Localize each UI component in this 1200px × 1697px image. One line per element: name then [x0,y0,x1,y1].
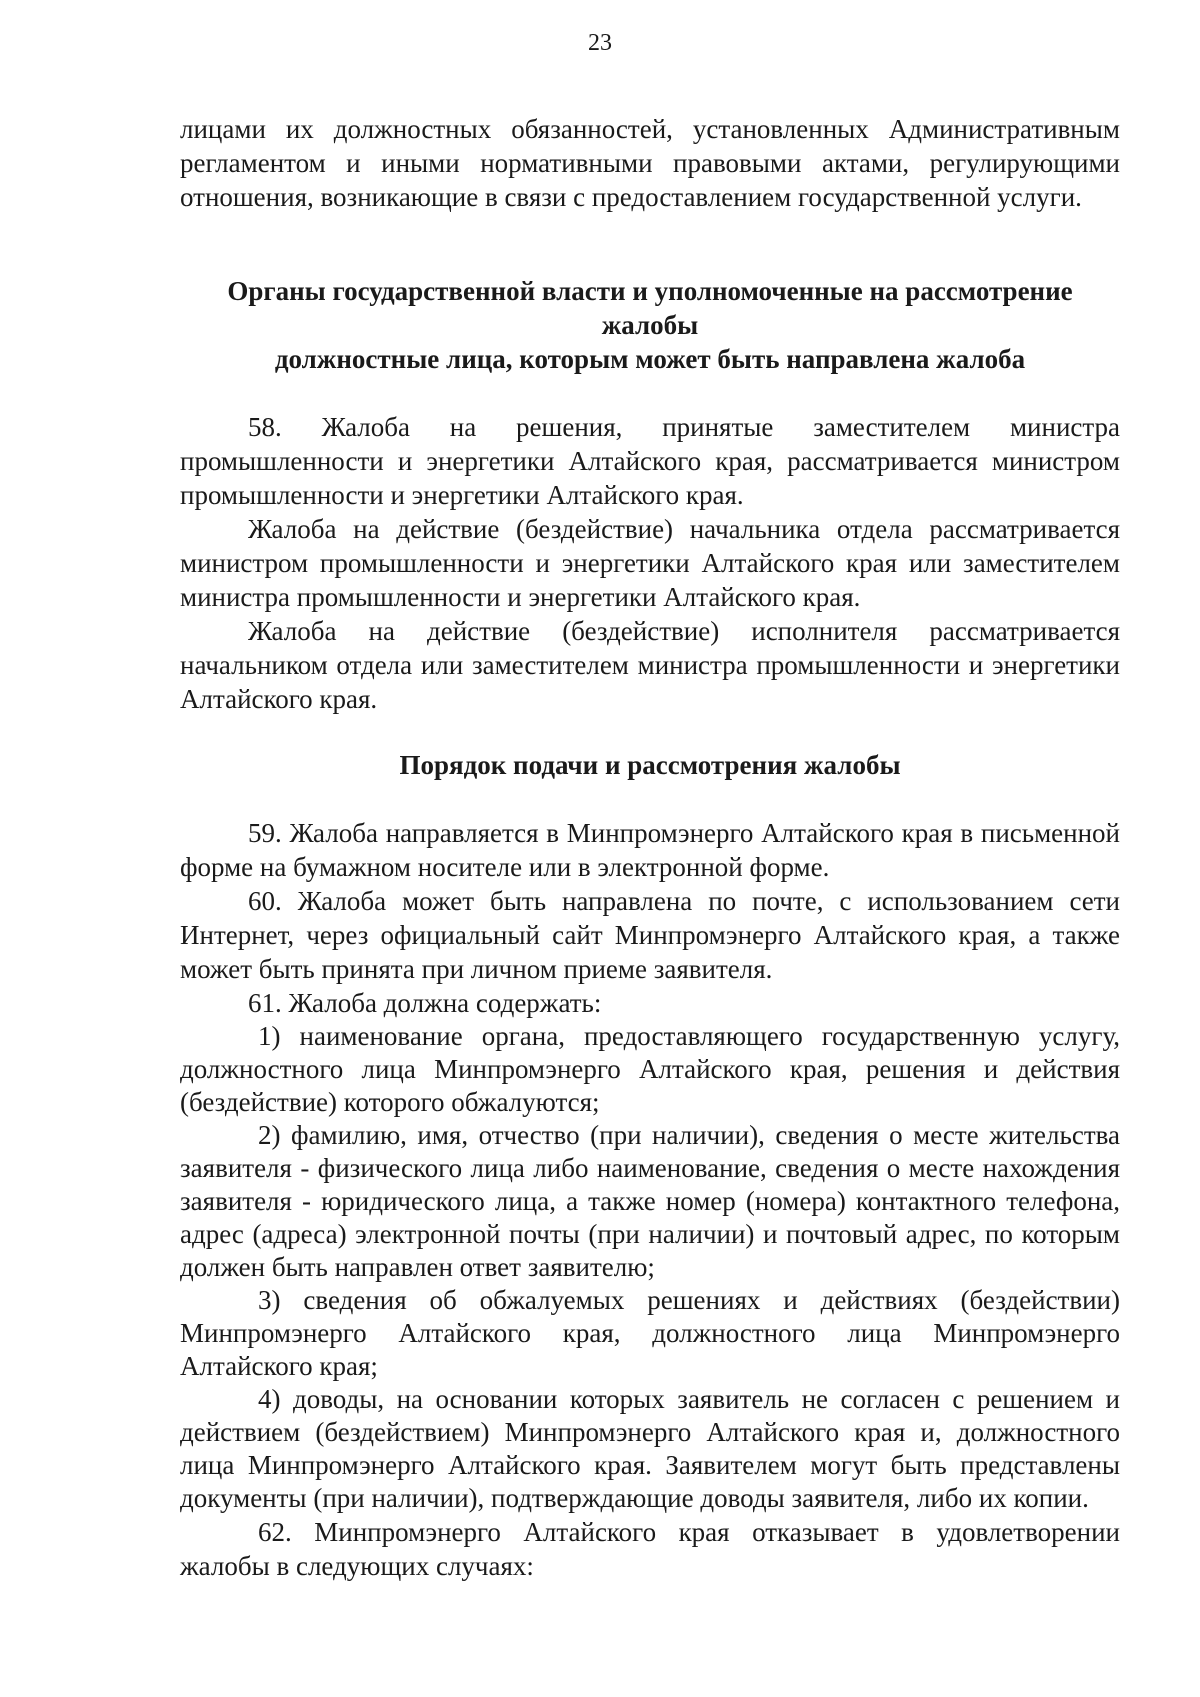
page-content [180,112,1120,1583]
paragraph-59: 59. Жалоба направляется в Минпромэнерго Алтайского края в письменной форме на бумажном носителе или в электронной форме. [180,818,1120,882]
list-item: 2) фамилию, имя, отчество (при наличии), сведения о месте жительства заявителя - физического лица либо наименование, сведения о месте нахождения заявителя - юридического лица, а также номер (номера) контактного телефона, адрес (адреса) электронной почты (при наличии) и почтовый адрес, по которым должен быть направлен ответ заявителю; [180,1120,1120,1282]
paragraph-61: 61. Жалоба должна содержать: [248,988,602,1018]
paragraph-executor: Жалоба на действие (бездействие) исполнителя рассматривается начальником отдела или заместителем министра промышленности и энергетики Алтайского края. [180,616,1120,714]
section-heading-complaint-procedure: Порядок подачи и рассмотрения жалобы [399,750,901,780]
paragraph-62: 62. Минпромэнерго Алтайского края отказывает в удовлетворении жалобы в следующих случаях: [180,1517,1120,1581]
heading-line: должностные лица, которым может быть направлена жалоба [274,344,1026,374]
page-number: 23 [588,30,612,56]
continuation-paragraph: лицами их должностных обязанностей, установленных Административным регламентом и иными нормативными правовыми актами, регулирующими отношения, возникающие в связи с предоставлением государственной услуги. [180,114,1120,212]
paragraph-department-head: Жалоба на действие (бездействие) начальника отдела рассматривается министром промышленности и энергетики Алтайского края или заместителем министра промышленности и энергетики Алтайского края. [180,514,1120,612]
list-item: 4) доводы, на основании которых заявитель не согласен с решением и действием (бездействием) Минпромэнерго Алтайского края и, должностного лица Минпромэнерго Алтайского края. Заявителем могут быть представлены документы (при наличии), подтверждающие доводы заявителя, либо их копии. [180,1384,1120,1513]
section-heading-complaint-bodies [180,274,1120,376]
list-item: 1) наименование органа, предоставляющего государственную услугу, должностного лица Минпромэнерго Алтайского края, решения и действия (бездействие) которого обжалуются; [180,1021,1120,1117]
heading-line: Органы государственной власти и уполномоченные на рассмотрение жалобы [227,276,1073,340]
paragraph-60: 60. Жалоба может быть направлена по почте, с использованием сети Интернет, через официальный сайт Минпромэнерго Алтайского края, а также может быть принята при личном приеме заявителя. [180,886,1120,984]
list-item: 3) сведения об обжалуемых решениях и действиях (бездействии) Минпромэнерго Алтайского края, должностного лица Минпромэнерго Алтайского края; [180,1285,1120,1381]
paragraph-58: 58. Жалоба на решения, принятые заместителем министра промышленности и энергетики Алтайского края, рассматривается министром промышленности и энергетики Алтайского края. [180,412,1120,510]
